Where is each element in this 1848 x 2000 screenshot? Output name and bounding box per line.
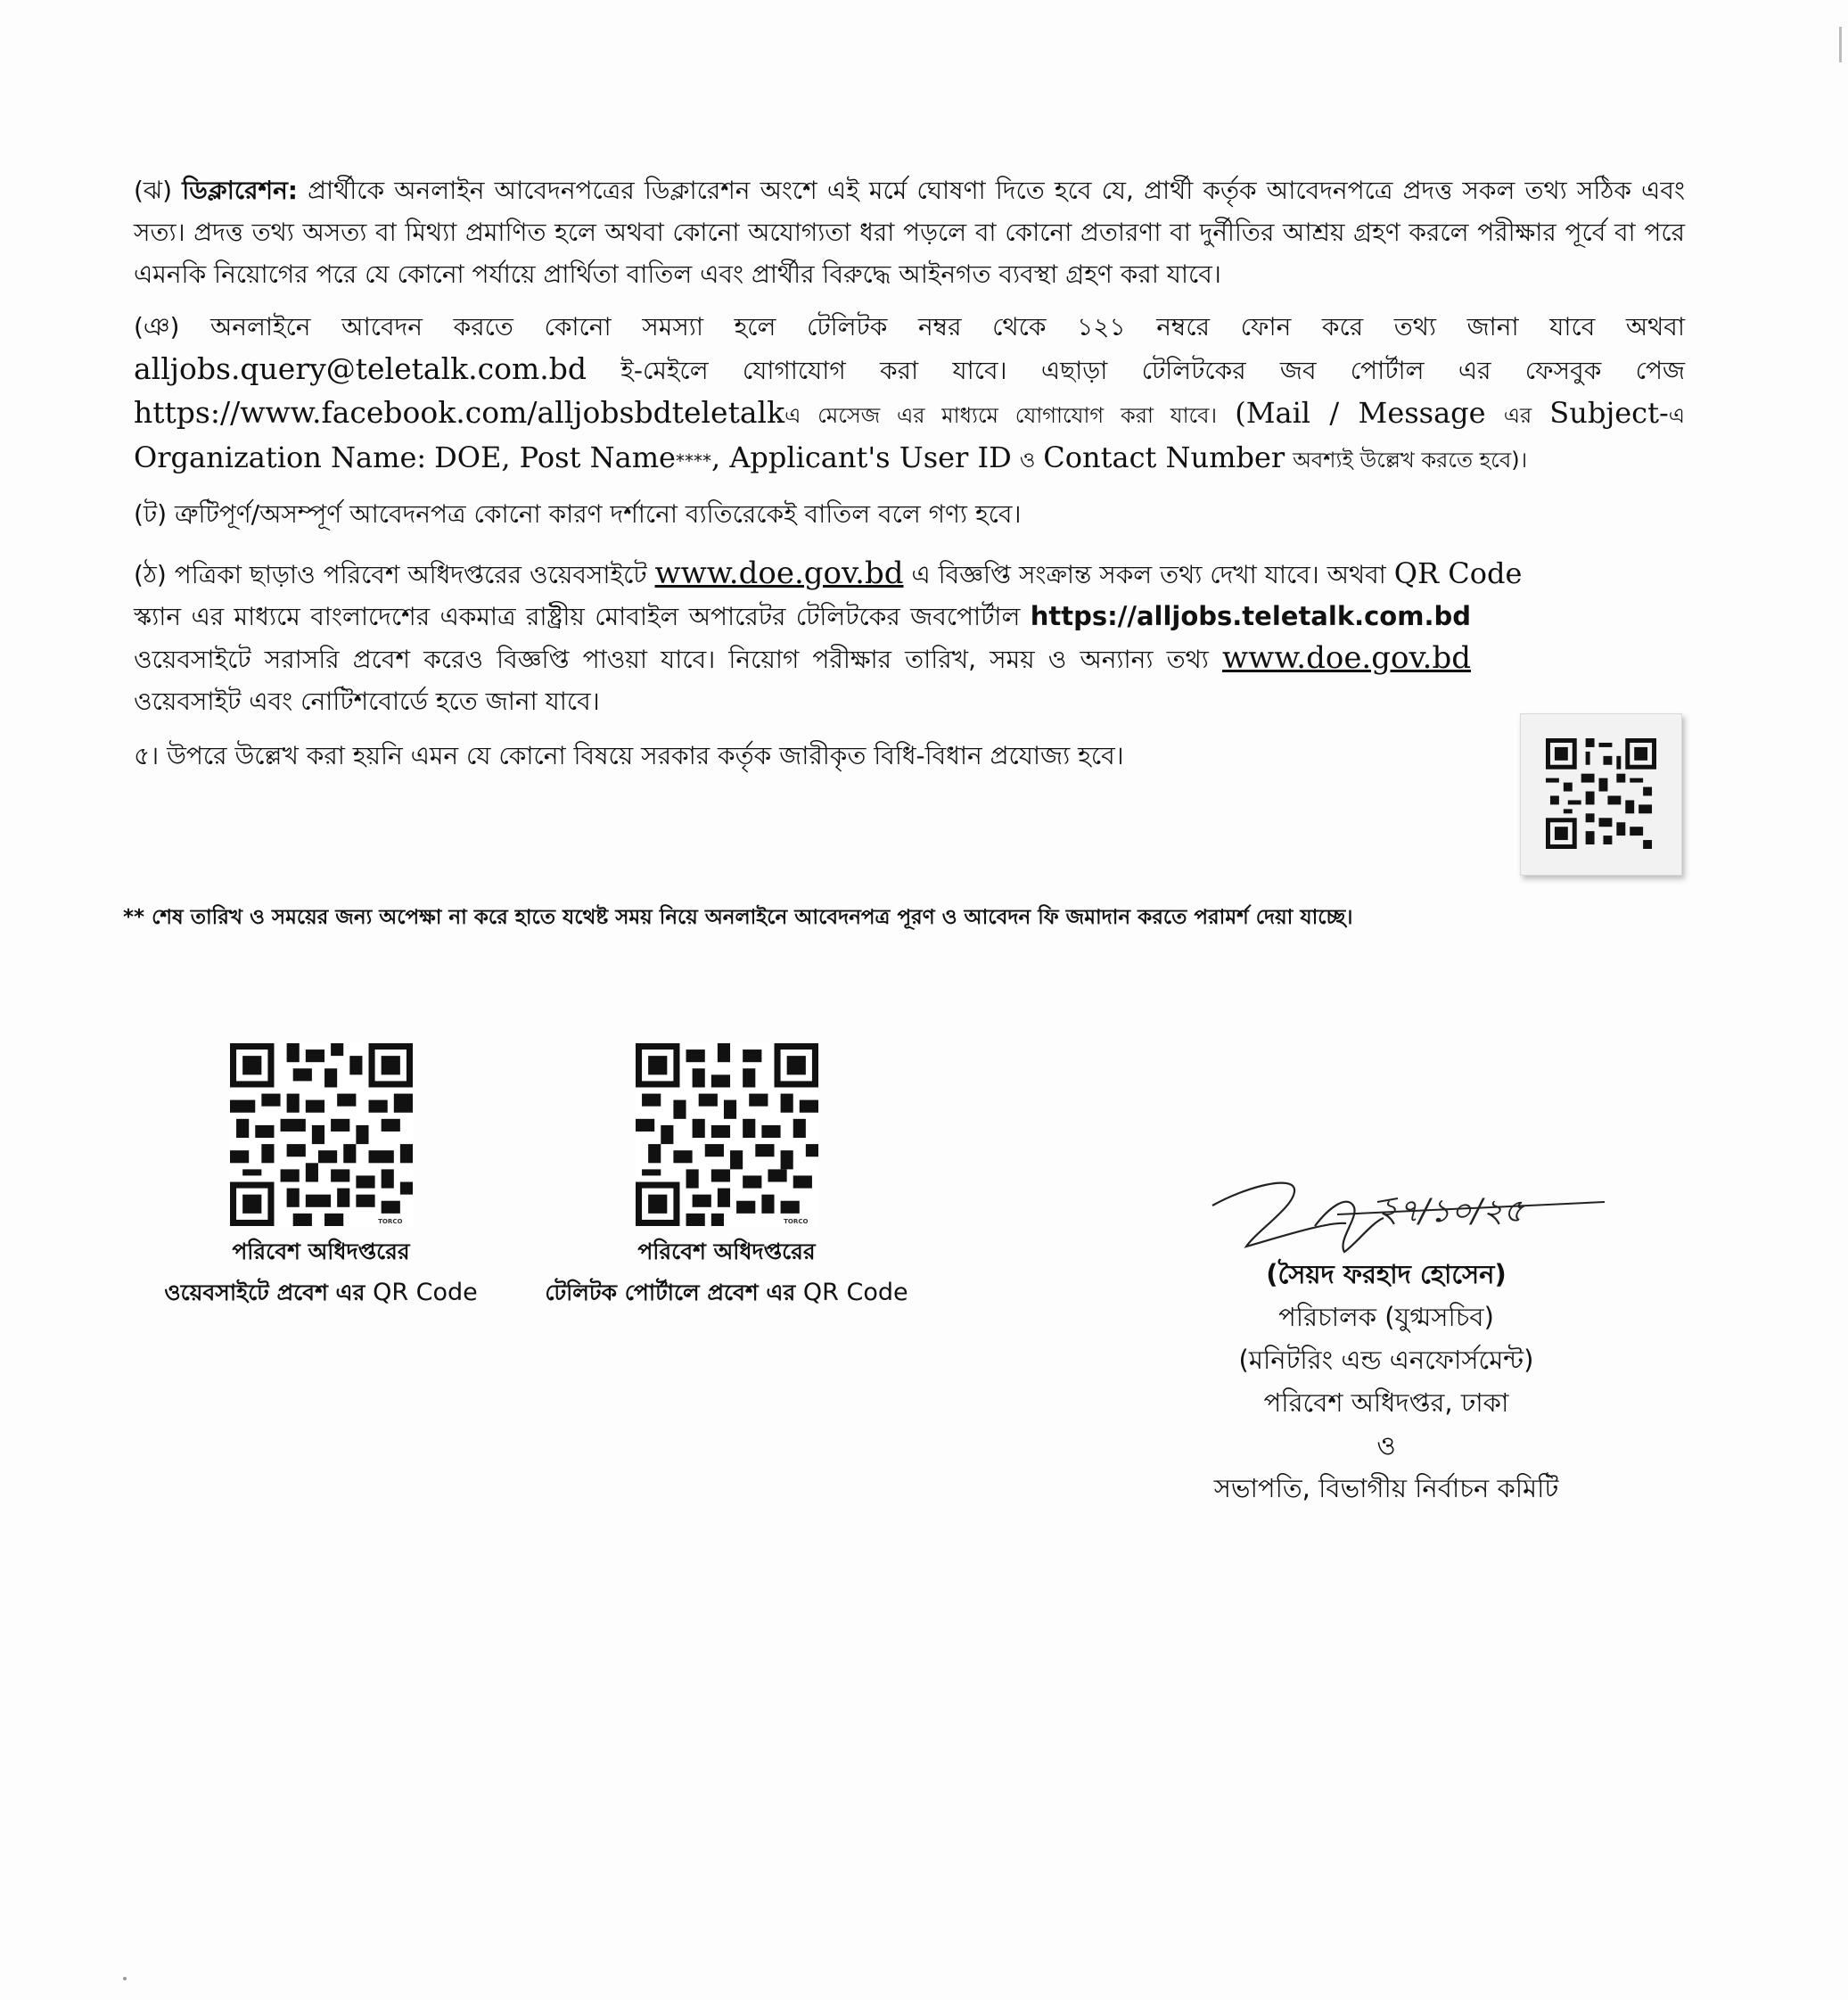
- signature-date: ২৭/১০/২৫: [1377, 1193, 1524, 1230]
- query-email-link[interactable]: alljobs.query@teletalk.com.bd: [134, 351, 587, 386]
- qr-brand: TORCO: [377, 1217, 403, 1226]
- paragraph-rules: [134, 735, 1685, 777]
- teletalk-qr-code-inline[interactable]: [1520, 713, 1682, 876]
- paragraph-marker: (ট): [134, 499, 168, 529]
- advisory-note: ** শেষ তারিখ ও সময়ের জন্য অপেক্ষা না করে হাতে যথেষ্ট সময় নিয়ে অনলাইনে আবেদনপত্র পূরণ ও আবেদন ফি জমাদান করতে পরামর্শ দেয়া যাচ্ছে।: [123, 906, 1353, 929]
- website-text-2: এ বিজ্ঞপ্তি সংক্রান্ত সকল তথ্য দেখা যাবে। অথবা: [911, 560, 1386, 589]
- paragraph-incomplete: [134, 493, 1685, 535]
- signatory-role: সভাপতি, বিভাগীয় নির্বাচন কমিটি: [1213, 1473, 1559, 1503]
- qr-word: QR Code: [1393, 556, 1523, 590]
- qr-code-icon[interactable]: [636, 1043, 818, 1226]
- teletalk-portal-link[interactable]: https://alljobs.teletalk.com.bd: [1030, 601, 1471, 631]
- signatory-office: পরিবেশ অধিদপ্তর, ঢাকা: [1263, 1387, 1509, 1418]
- paragraph-marker: (ঞ): [134, 312, 180, 342]
- website-text-1: পত্রিকা ছাড়াও পরিবেশ অধিদপ্তরের ওয়েবসাইটে: [174, 560, 647, 589]
- mandatory-note: অবশ্যই উল্লেখ করতে হবে)।: [1293, 448, 1528, 473]
- qr-caption-line-1: পরিবেশ অধিদপ্তরের: [232, 1239, 410, 1264]
- declaration-label: ডিক্লারেশন:: [182, 176, 298, 205]
- post-name-label: DOE, Post Name: [434, 440, 676, 474]
- subject-suffix: এ: [1668, 403, 1686, 428]
- doe-website-link[interactable]: www.doe.gov.bd: [654, 556, 904, 591]
- incomplete-text: ত্রুটিপূর্ণ/অসম্পূর্ণ আবেদনপত্র কোনো কারণ দর্শানো ব্যতিরেকেই বাতিল বলে গণ্য হবে।: [175, 499, 1022, 529]
- qr-code-icon[interactable]: [230, 1043, 413, 1226]
- qr-caption-line-1: পরিবেশ অধিদপ্তরের: [637, 1239, 816, 1264]
- qr-code-icon: [1546, 738, 1656, 849]
- signatory-name: (সৈয়দ ফরহাদ হোসেন): [1266, 1259, 1507, 1289]
- paragraph-helpline: [134, 306, 1685, 482]
- mail-subject-note: (Mail / Message: [1235, 396, 1486, 430]
- rules-text: উপরে উল্লেখ করা হয়নি এমন যে কোনো বিষয়ে সরকার কর্তৃক জারীকৃত বিধি-বিধান প্রযোজ্য হবে।: [167, 741, 1124, 770]
- qr-caption-line-2: ওয়েবসাইটে প্রবেশ এর QR Code: [164, 1279, 478, 1306]
- signatory-block: [1043, 1253, 1729, 1510]
- website-text-4: ওয়েবসাইটে সরাসরি প্রবেশ করেও বিজ্ঞপ্তি পাওয়া যাবে। নিয়োগ পরীক্ষার তারিখ, সময় ও অন্যান্য তথ্য: [134, 645, 1209, 674]
- paragraph-website-info-cont: [134, 596, 1471, 722]
- organization-name-label: Organization Name:: [134, 440, 427, 474]
- handwritten-signature: [1195, 1159, 1622, 1266]
- scan-edge-mark: [1839, 27, 1842, 62]
- doe-website-qr-block: [134, 1043, 508, 1313]
- signatory-wing: (মনিটরিং এন্ড এনফোর্সমেন্ট): [1238, 1345, 1534, 1375]
- helpline-text: অনলাইনে আবেদন করতে কোনো সমস্যা হলে টেলিটক নম্বর থেকে ১২১ নম্বরে ফোন করে তথ্য জানা যাবে অথবা: [210, 312, 1685, 342]
- website-text-3: স্ক্যান এর মাধ্যমে বাংলাদেশের একমাত্র রাষ্ট্রীয় মোবাইল অপারেটর টেলিটকের জবপোর্টাল: [134, 602, 1021, 631]
- subject-prefix: এর: [1503, 403, 1532, 428]
- subject-word: Subject-: [1549, 396, 1669, 430]
- paragraph-website-info: [134, 553, 1685, 596]
- paragraph-marker: ৫।: [134, 741, 160, 770]
- paragraph-declaration: [134, 169, 1685, 295]
- qr-brand: TORCO: [783, 1217, 809, 1226]
- declaration-text: প্রার্থীকে অনলাইন আবেদনপত্রের ডিক্লারেশন অংশে এই মর্মে ঘোষণা দিতে হবে যে, প্রার্থী কর্তৃক আবেদনপত্রে প্রদত্ত সকল তথ্য সঠিক এবং সত্য। প্রদত্ত তথ্য অসত্য বা মিথ্যা প্রমাণিত হলে অথবা কোনো অযোগ্যতা ধরা পড়লে বা কোনো প্রতারণা বা দুর্নীতির আশ্রয় গ্রহণ করলে পরীক্ষার পূর্বে বা পরে এমনকি নিয়োগের পরে যে কোনো পর্যায়ে প্রার্থিতা বাতিল এবং প্রার্থীর বিরুদ্ধে আইনগত ব্যবস্থা গ্রহণ করা যাবে।: [134, 176, 1685, 289]
- user-id-label: , Applicant's User ID: [710, 440, 1012, 474]
- facebook-page-link[interactable]: https://www.facebook.com/alljobsbdteletalk: [134, 395, 785, 430]
- helpline-text-2: ই-মেইলে যোগাযোগ করা যাবে। এছাড়া টেলিটকের জব পোর্টাল এর ফেসবুক পেজ: [620, 356, 1686, 385]
- paragraph-marker: (ঠ): [134, 560, 167, 589]
- helpline-text-3: এ মেসেজ এর মাধ্যমে যোগাযোগ করা যাবে।: [784, 403, 1218, 428]
- signatory-conjunction: ও: [1376, 1430, 1396, 1461]
- teletalk-portal-qr-block: [535, 1043, 918, 1313]
- signatory-designation: পরিচালক (যুগ্মসচিব): [1278, 1302, 1494, 1332]
- qr-caption-line-2: টেলিটক পোর্টালে প্রবেশ এর QR Code: [545, 1279, 908, 1306]
- contact-number-label: Contact Number: [1043, 440, 1285, 474]
- doe-website-link-2[interactable]: www.doe.gov.bd: [1222, 640, 1471, 676]
- post-name-stars: ****: [675, 450, 711, 472]
- and-word: ও: [1019, 448, 1036, 473]
- scan-speck: [123, 1977, 127, 1980]
- website-text-5: ওয়েবসাইট এবং নোটিশবোর্ডে হতে জানা যাবে।: [134, 687, 600, 716]
- paragraph-marker: (ঝ): [134, 176, 173, 205]
- notice-body: [134, 169, 1685, 787]
